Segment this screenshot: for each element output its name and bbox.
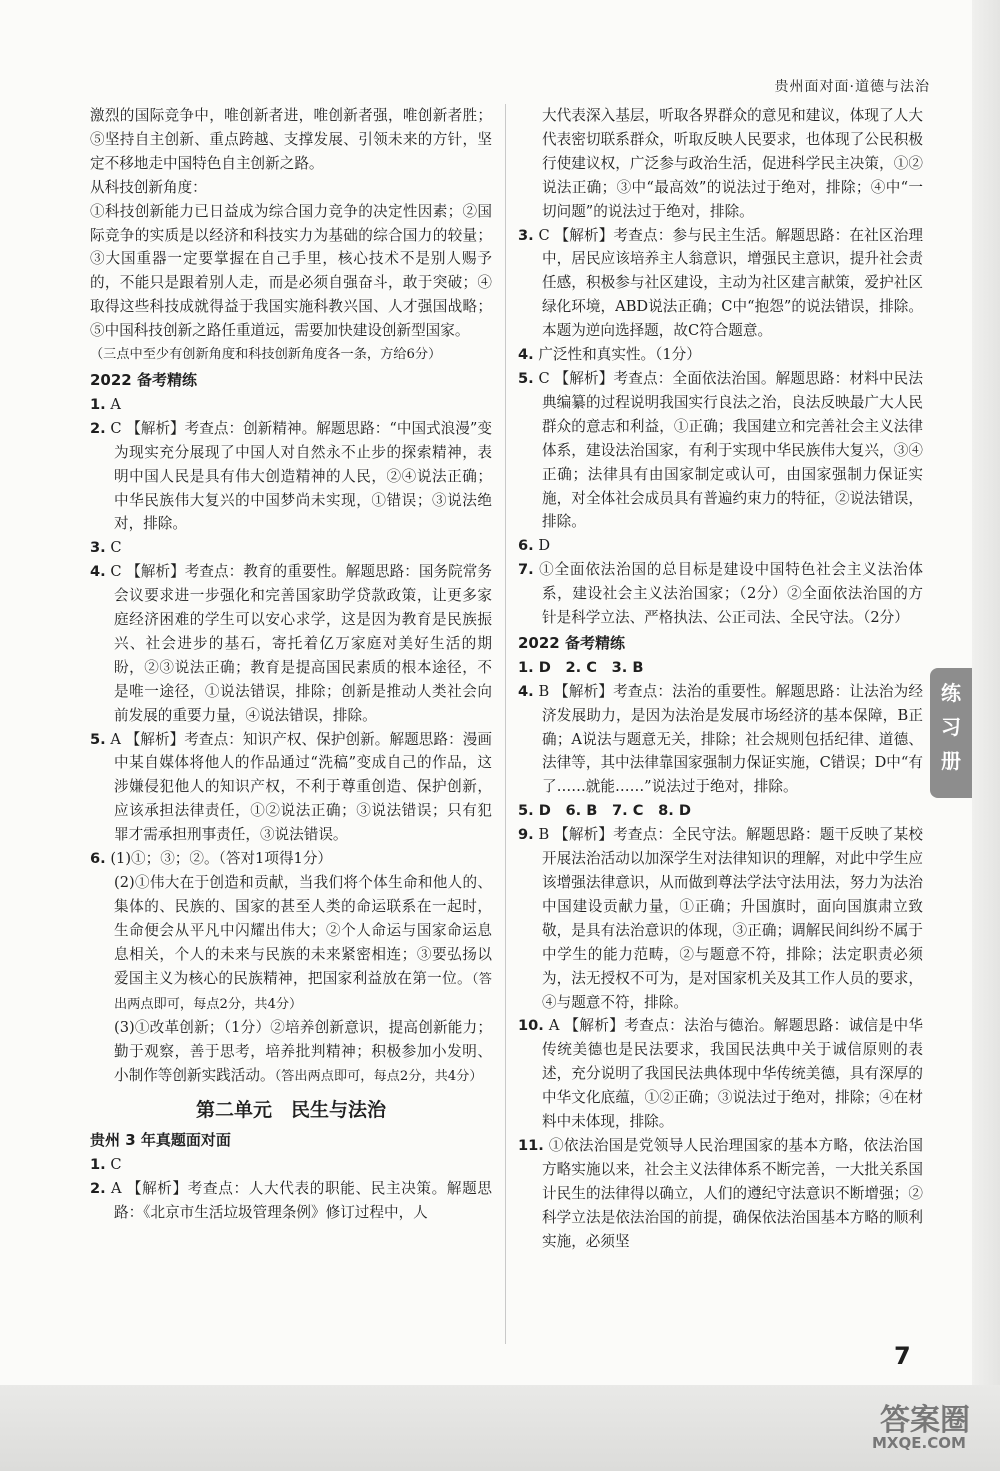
item-text: B 【解析】考查点：全民守法。解题思路：题干反映了某校开展法治活动以加深学生对法律知识的理解，对此中学生应该增强法律意识，从而做到尊法学法守法用法，努力为法治中国建设贡献力量，①正确；升国旗时，面向国旗肃立致敬，是具有法治意识的体现，③正确；调解民间纠纷不属于中学生的能力范畴，②与题意不符，排除；法定职责必须为，法无授权不可为，是对国家机关及其工作人员的要求，④与题意不符，排除。	[538, 826, 923, 1011]
left-column	[90, 104, 492, 1225]
answer-item	[518, 680, 923, 800]
tab-char: 习	[941, 715, 961, 739]
quick-answers: 1. D 2. C 3. B	[518, 658, 644, 676]
section-heading: 2022 备考精练	[90, 370, 197, 389]
answer-item	[90, 560, 492, 727]
answer-item	[90, 1177, 492, 1225]
answer-item	[518, 823, 923, 1014]
intro-paragraph: 激烈的国际竞争中，唯创新者进，唯创新者强，唯创新者胜；⑤坚持自主创新、重点跨越、支撑发展、引领未来的方针，坚定不移地走中国特色自主创新之路。	[90, 107, 492, 172]
item-number: 11.	[518, 1136, 544, 1154]
column-divider	[505, 104, 506, 1344]
subpart-text: (2)①伟大在于创造和贡献，当我们将个体生命和他人的、集体的、民族的、国家的甚至人类的命运联系在一起时，生命便会从平凡中闪耀出伟大；②个人命运与国家命运息息相关，个人的未来与民族的未来紧密相连；③要弘扬以爱国主义为核心的民族精神，把国家利益放在第一位。	[114, 874, 492, 987]
page-edge-bottom	[0, 1385, 1000, 1471]
item-number: 1.	[90, 1155, 106, 1173]
item-text: C 【解析】考查点：参与民主生活。解题思路：在社区治理中，居民应该培养主人翁意识，增强民主意识，提升社会责任感，积极参与社区建设，主动为社区建言献策，爱护社区绿化环境，ABD说法正确；C中“抱怨”的说法错误，排除。本题为逆向选择题，故C符合题意。	[538, 226, 923, 340]
answer-subpart	[90, 1016, 492, 1089]
item-text: 广泛性和真实性。（1分）	[538, 346, 701, 364]
item-number: 7.	[518, 561, 534, 579]
scoring-note: （三点中至少有创新角度和科技创新角度各一条，方给6分）	[90, 347, 442, 363]
answer-item	[90, 728, 492, 848]
item-number: 4.	[90, 563, 106, 581]
practice-book-tab	[930, 668, 972, 798]
item-text: C 【解析】考查点：全面依法治国。解题思路：材料中民法典编纂的过程说明我国实行良法之治，良法反映最广大人民群众的意志和利益，①正确；我国建立和完善社会主义法律体系，建设法治国家，有利于实现中华民族伟大复兴，③④正确；法律具有由国家制定或认可，由国家强制力保证实施，对全体社会成员具有普遍约束力的特征，②说法错误，排除。	[538, 369, 923, 531]
item-text: ①依法治国是党领导人民治理国家的基本方略，依法治国方略实施以来，社会主义法律体系不断完善，一大批关系国计民生的法律得以确立，人们的遵纪守法意识不断增强；②科学立法是依法治国的前提，确保依法治国基本方略的顺利实施，必须坚	[542, 1136, 923, 1250]
item-text: C 【解析】考查点：创新精神。解题思路：“中国式浪漫”变为现实充分展现了中国人对自然永不止步的探索精神，表明中国人民是具有伟大创造精神的人民，②④说法正确；中华民族伟大复兴的中国梦尚未实现，①错误；③说法绝对，排除。	[110, 419, 493, 533]
item-text: A 【解析】考查点：知识产权、保护创新。解题思路：漫画中某自媒体将他人的作品通过“洗稿”变成自己的作品，这涉嫌侵犯他人的知识产权，不利于尊重创造、保护创新，应该承担法律责任，①②说法正确；③说法错误；只有犯罪才需承担刑事责任，③说法错误。	[110, 730, 492, 844]
item-number: 2.	[90, 1179, 106, 1197]
tab-char: 练	[941, 681, 961, 705]
answer-item	[90, 417, 492, 537]
tab-char: 册	[941, 749, 961, 773]
answer-item	[518, 534, 923, 558]
item-number: 5.	[518, 369, 534, 387]
section-heading: 贵州 3 年真题面对面	[90, 1131, 231, 1150]
answer-item	[518, 343, 923, 367]
item-number: 1.	[90, 395, 106, 413]
quick-answers: 5. D 6. B 7. C 8. D	[518, 802, 691, 820]
watermark-url: MXQE.COM	[872, 1434, 966, 1452]
item-number: 3.	[518, 226, 534, 244]
intro-paragraph: ①科技创新能力已日益成为综合国力竞争的决定性因素；②国际竞争的实质是以经济和科技实力为基础的综合国力的较量；③大国重器一定要掌握在自己手里，核心技术不是别人赐予的，不能只是跟着别人走，而是必须自强奋斗，敢于突破；④取得这些科技成就得益于我国实施科教兴国、人才强国战略；⑤中国科技创新之路任重道远，需要加快建设创新型国家。	[90, 202, 492, 340]
watermark-logo: 答案圈	[880, 1403, 970, 1438]
item-number: 4.	[518, 682, 534, 700]
subpart-text: (3)①改革创新；（1分）②培养创新意识，提高创新能力；勤于观察，善于思考，培养批判精神；积极参加小发明、小制作等创新实践活动。	[114, 1019, 492, 1085]
answer-item	[90, 393, 492, 417]
page-edge-right	[972, 0, 1000, 1471]
answer-item	[90, 1153, 492, 1177]
intro-paragraph: 从科技创新角度：	[90, 178, 207, 196]
item-number: 6.	[90, 850, 106, 868]
item-text: A 【解析】考查点：法治与德治。解题思路：诚信是中华传统美德也是民法要求，我国民法典中关于诚信原则的表述，充分说明了我国民法典体现中华传统美德，具有深厚的中华文化底蕴，①②正确；③说法过于绝对，排除；④在材料中未体现，排除。	[542, 1017, 924, 1131]
section-heading: 2022 备考精练	[518, 633, 625, 652]
answer-item	[518, 367, 923, 534]
item-number: 5.	[90, 730, 106, 748]
continuation-paragraph: 大代表深入基层，听取各界群众的意见和建议，体现了人大代表密切联系群众，听取反映人民要求，也体现了公民积极行使建议权，广泛参与政治生活，促进科学民主决策，①②说法正确；③中“最高效”的说法过于绝对，排除；④中“一切问题”的说法过于绝对，排除。	[542, 107, 923, 220]
item-text: C 【解析】考查点：教育的重要性。解题思路：国务院常务会议要求进一步强化和完善国家助学贷款政策，让更多家庭经济困难的学生可以安心求学，这是因为教育是民族振兴、社会进步的基石，寄托着亿万家庭对美好生活的期盼，②③说法正确；教育是提高国民素质的根本途径，不是唯一途径，①说法错误，排除；创新是推动人类社会向前发展的重要力量，④说法错误，排除。	[110, 563, 493, 724]
item-text: D	[538, 537, 551, 555]
answer-item	[90, 536, 492, 560]
scoring-note: （答出两点即可，每点2分，共4分）	[114, 971, 492, 1012]
item-text: ①全面依法治国的总目标是建设中国特色社会主义法治体系，建设社会主义法治国家；（2分）②全面依法治国的方针是科学立法、严格执法、公正司法、全民守法。（2分）	[539, 561, 923, 627]
item-text: C	[110, 539, 122, 557]
answer-subpart	[90, 871, 492, 1016]
item-text: A	[110, 395, 121, 413]
item-number: 6.	[518, 537, 534, 555]
answer-item	[518, 224, 923, 344]
item-number: 9.	[518, 826, 534, 844]
item-text: (1)①；③；②。（答对1项得1分）	[110, 850, 333, 868]
answer-item	[518, 558, 923, 630]
item-number: 2.	[90, 419, 106, 437]
item-number: 10.	[518, 1017, 544, 1035]
unit-title: 第二单元 民生与法治	[195, 1099, 386, 1122]
answer-item	[518, 1014, 923, 1134]
answer-item	[518, 1134, 923, 1254]
item-number: 4.	[518, 346, 534, 364]
scoring-note: （答出两点即可，每点2分，共4分）	[274, 1069, 483, 1085]
running-header: 贵州面对面·道德与法治	[774, 79, 930, 95]
item-number: 3.	[90, 539, 106, 557]
right-column	[518, 104, 923, 1254]
item-text: A 【解析】考查点：人大代表的职能、民主决策。解题思路：《北京市生活垃圾管理条例》修订过程中，人	[111, 1179, 493, 1221]
item-text: B 【解析】考查点：法治的重要性。解题思路：让法治为经济发展助力，是因为法治是发展市场经济的基本保障，B正确；A说法与题意无关，排除；社会规则包括纪律、道德、法律等，其中法律靠国家强制力保证实施，C错误；D中“有了……就能……”说法过于绝对，排除。	[538, 682, 923, 796]
answer-item	[90, 847, 492, 871]
item-text: C	[110, 1155, 122, 1173]
page-number: 7	[894, 1342, 911, 1370]
